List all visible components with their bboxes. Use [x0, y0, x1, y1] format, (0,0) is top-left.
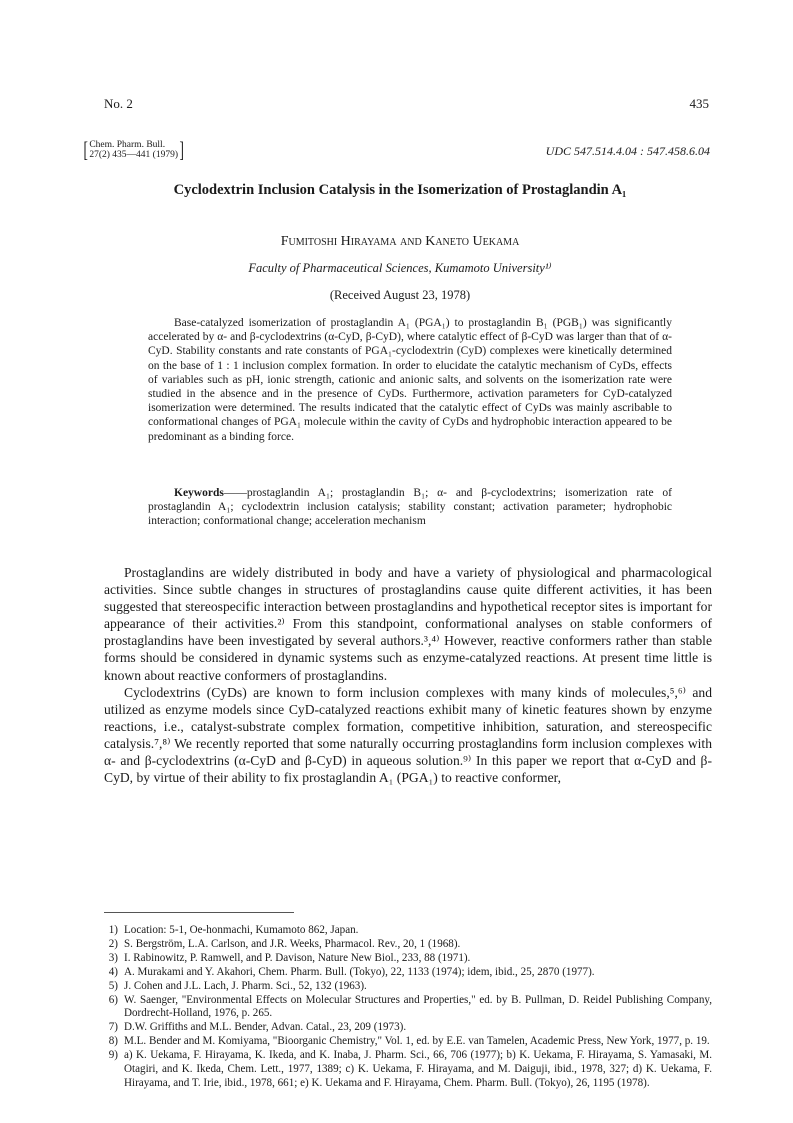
footnote-number: 6)	[108, 993, 118, 1006]
footnote-text: S. Bergström, L.A. Carlson, and J.R. Weeks, Pharmacol. Rev., 20, 1 (1968).	[124, 937, 461, 950]
paper-authors: Fumitoshi Hirayama and Kaneto Uekama	[280, 234, 520, 249]
citation-bracket-left: [	[83, 137, 88, 162]
received-date: (Received August 23, 1978)	[329, 288, 471, 302]
footnote-text: M.L. Bender and M. Komiyama, "Bioorganic Chemistry," Vol. 1, ed. by E.E. van Tamelen, Academic Press, New York, 1977, p. 19.	[124, 1035, 710, 1048]
footnote-text: Location: 5-1, Oe-honmachi, Kumamoto 862, Japan.	[124, 924, 359, 936]
footnote-number: 4)	[108, 965, 118, 978]
footnote-text: W. Saenger, "Environmental Effects on Molecular Structures and Properties," ed. by B. Pullman, D. Reidel Publishing Company, Dordrecht-Holland, 1976, p. 265.	[124, 993, 712, 1020]
footnote-item	[104, 994, 712, 1022]
body-paragraph: Cyclodextrins (CyDs) are known to form inclusion complexes with many kinds of molecules,⁵,⁶⁾ and utilized as enzyme models since CyD-catalyzed reactions exhibit many of kinetic features shown by enzyme reactions, i.e., catalyst-substrate complex formation, competitive inhibition, saturation, and stereospecific catalysis.⁷,⁸⁾ We recently reported that some naturally occurring prostaglandins form inclusion complexes with α- and β-cyclodextrins (α-CyD and β-CyD) in aqueous solution.⁹⁾ In this paper we report that α-CyD and β-CyD, by virtue of their ability to fix prostaglandin A₁ (PGA₁) to reactive conformer,	[104, 684, 712, 786]
footnotes	[104, 924, 712, 1091]
citation-row	[82, 137, 710, 162]
footnote-number: 1)	[108, 924, 118, 936]
page-header	[104, 96, 709, 112]
footnote-item	[104, 1049, 712, 1091]
footnote-text: A. Murakami and Y. Akahori, Chem. Pharm. Bull. (Tokyo), 22, 1133 (1974); idem, ibid., 25, 2870 (1977).	[124, 965, 595, 978]
abstract: Base-catalyzed isomerization of prostaglandin A₁ (PGA₁) to prostaglandin B₁ (PGB₁) was significantly accelerated by α- and β-cyclodextrins (α-CyD, β-CyD), where catalytic effect of β-CyD was larger than that of α-CyD. Stability constants and rate constants of PGA₁-cyclodextrin (CyD) complexes were kinetically determined on the base of 1 : 1 inclusion complex formation. In order to elucidate the catalytic mechanism of CyDs, effects of variables such as pH, ionic strength, cationic and anionic salts, and solvents on the isomerization rate were studied in the absence and in the presence of CyDs. Furthermore, activation parameters for CyD-catalyzed isomerization were determined. The results indicated that the catalytic effect of CyDs was mainly ascribable to conformational changes of PGA₁ molecule within the cavity of CyDs and hydrophobic interaction appeared to be predominant as a binding force.	[148, 317, 672, 443]
body-paragraph: Prostaglandins are widely distributed in body and have a variety of physiological and pharmacological activities. Since subtle changes in structures of prostaglandins cause quite different activities, it has been suggested that stereospecific interaction between prostaglandins and hypothetical receptor sites is important for appearance of their activities.²⁾ From this standpoint, conformational analyses on stable conformers of prostaglandins have been investigated by several authors.³,⁴⁾ However, reactive conformers rather than stable forms should be considered in dynamic systems such as enzyme-catalyzed reactions. At present time little is known about reactive conformers of prostaglandins.	[104, 565, 712, 683]
page-number: 435	[689, 96, 709, 111]
footnote-text: I. Rabinowitz, P. Ramwell, and P. Davison, Nature New Biol., 233, 88 (1971).	[124, 951, 471, 964]
body-text	[104, 564, 712, 786]
footnote-item	[104, 924, 712, 938]
footnote-number: 9)	[108, 1049, 118, 1062]
keywords-text: prostaglandin A₁; prostaglandin B₁; α- and β-cyclodextrins; isomerization rate of prostaglandin A₁; cyclodextrin inclusion catalysis; stability constant; activation parameter; hydrophobic interaction; conformational change; acceleration mechanism	[148, 487, 672, 528]
footnote-number: 2)	[108, 937, 118, 950]
citation-journal: Chem. Pharm. Bull.	[89, 140, 166, 150]
journal-citation	[82, 137, 185, 162]
keywords	[148, 486, 672, 529]
footnote-item	[104, 938, 712, 952]
footnote-separator	[104, 912, 294, 913]
issue-number: No. 2	[104, 96, 133, 111]
footnote-item	[104, 980, 712, 994]
udc-code: UDC 547.514.4.04 : 547.458.6.04	[545, 144, 710, 158]
footnote-text: D.W. Griffiths and M.L. Bender, Advan. Catal., 23, 209 (1973).	[124, 1021, 407, 1034]
footnote-text: a) K. Uekama, F. Hirayama, K. Ikeda, and K. Inaba, J. Pharm. Sci., 66, 706 (1977); b) K. Uekama, F. Hirayama, S. Yamasaki, M. Otagiri, and K. Ikeda, Chem. Lett., 1977, 1389; c) K. Uekama, F. Hirayama, and M. Daiguji, ibid., 1978, 327; d) K. Uekama, F. Hirayama, and T. Irie, ibid., 1978, 661; e) K. Uekama and F. Hirayama, Chem. Pharm. Bull. (Tokyo), 26, 1195 (1978).	[124, 1049, 712, 1089]
citation-bracket-right: ]	[179, 137, 184, 162]
footnote-number: 3)	[108, 951, 118, 964]
keywords-label: Keywords	[174, 487, 224, 499]
keywords-dash: ——	[223, 487, 247, 499]
footnote-text: J. Cohen and J.L. Lach, J. Pharm. Sci., 52, 132 (1963).	[124, 979, 367, 992]
citation-volume: 27(2) 435—441 (1979)	[89, 150, 178, 160]
footnote-item	[104, 966, 712, 980]
footnote-number: 7)	[108, 1021, 118, 1034]
author-affiliation: Faculty of Pharmaceutical Sciences, Kumamoto University¹⁾	[248, 261, 552, 275]
footnote-item	[104, 1035, 712, 1049]
footnote-item	[104, 1021, 712, 1035]
footnote-number: 5)	[108, 979, 118, 992]
footnote-item	[104, 952, 712, 966]
footnote-number: 8)	[108, 1035, 118, 1048]
paper-title: Cyclodextrin Inclusion Catalysis in the Isomerization of Prostaglandin A₁	[173, 182, 627, 198]
